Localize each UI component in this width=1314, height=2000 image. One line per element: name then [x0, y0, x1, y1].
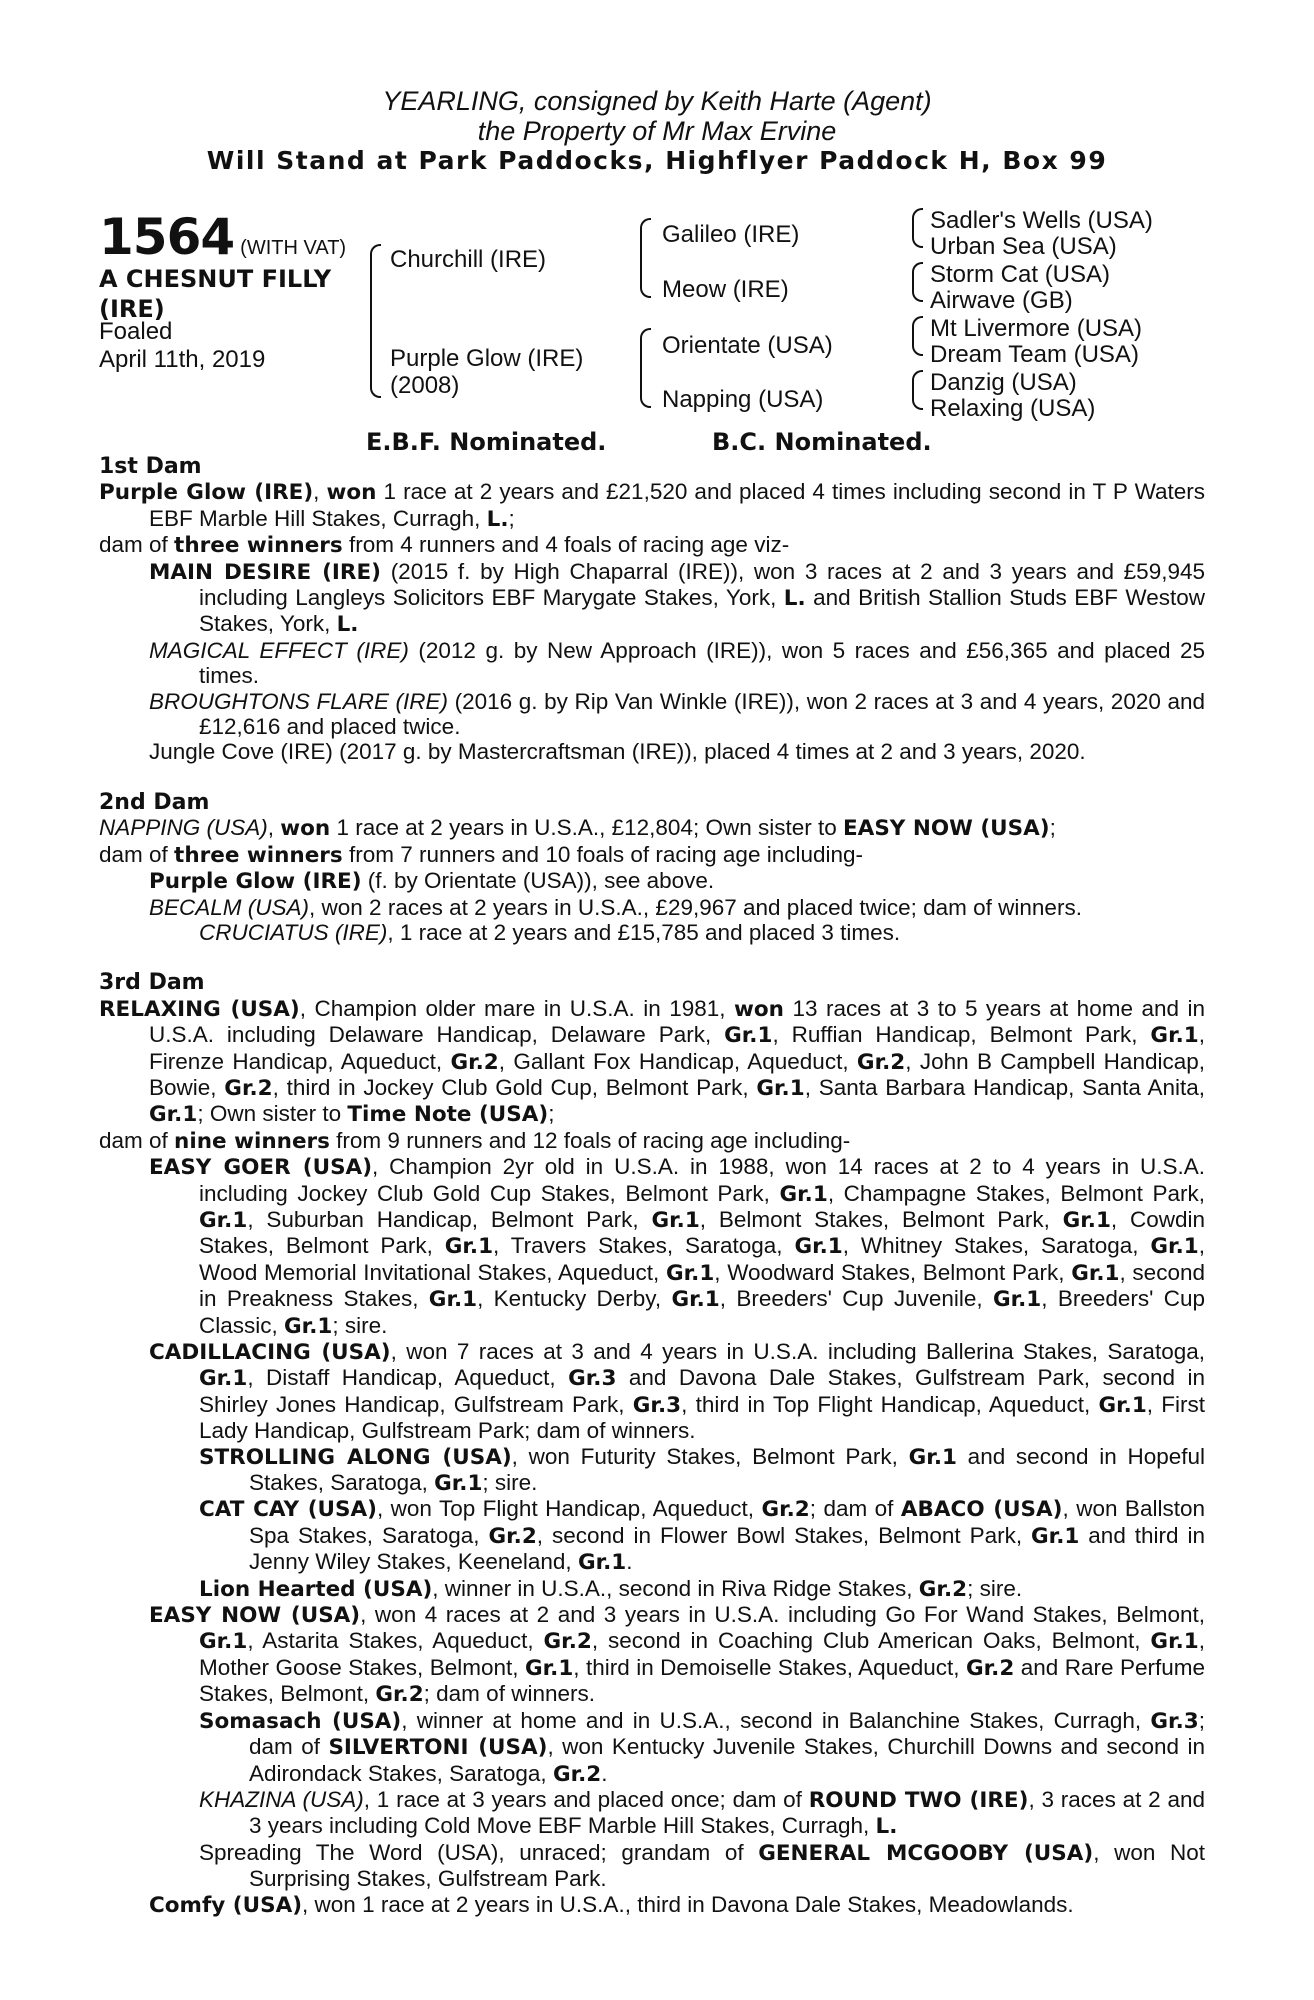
lot-number: 1564 — [99, 208, 235, 266]
produce-easy-goer: EASY GOER (USA), Champion 2yr old in U.S.A. in 1988, won 14 races at 2 to 4 years in U.S.A. including Jockey Club Gold Cup Stakes, Belmont Park, Gr.1, Champagne Stakes, Belmont Park, Gr.1, Suburban Handicap, Belmont Park, Gr.1, Belmont Stakes, Belmont Park, Gr.1, Cowdin Stakes, Belmont Park, Gr.1, Travers Stakes, Saratoga, Gr.1, Whitney Stakes, Saratoga, Gr.1, Wood Memorial Invitational Stakes, Aqueduct, Gr.1, Woodward Stakes, Belmont Park, Gr.1, second in Preakness Stakes, Gr.1, Kentucky Derby, Gr.1, Breeders' Cup Juvenile, Gr.1, Breeders' Cup Classic, Gr.1; sire. — [149, 1154, 1205, 1339]
produce-cat-cay: CAT CAY (USA), won Top Flight Handicap, Aqueduct, Gr.2; dam of ABACO (USA), won Ballston Spa Stakes, Saratoga, Gr.2, second in Flower Bowl Stakes, Belmont Park, Gr.1 and third in Jenny Wiley Stakes, Keeneland, Gr.1. — [199, 1496, 1205, 1576]
pedigree-ssd: Urban Sea (USA) — [930, 233, 1117, 260]
dam-brace — [640, 328, 651, 408]
produce-cadillacing: CADILLACING (USA), won 7 races at 3 and 4 years in U.S.A. including Ballerina Stakes, Saratoga, Gr.1, Distaff Handicap, Aqueduct, Gr.3 and Davona Dale Stakes, Gulfstream Park, second in Shirley Jones Handicap, Gulfstream Park, Gr.3, third in Top Flight Handicap, Aqueduct, Gr.1, First Lady Handicap, Gulfstream Park; dam of winners. — [149, 1339, 1205, 1444]
produce-magical-effect: MAGICAL EFFECT (IRE) (2012 g. by New Approach (IRE)), won 5 races and £56,365 and placed 25 times. — [149, 637, 1206, 689]
produce-cruciatus: CRUCIATUS (IRE), 1 race at 2 years and £15,785 and placed 3 times. — [199, 919, 901, 945]
foaled-date: April 11th, 2019 — [99, 346, 266, 373]
foaled-label: Foaled — [99, 318, 173, 345]
sire-dam-brace — [370, 244, 381, 398]
produce-somasach: Somasach (USA), winner at home and in U.S.A., second in Balanchine Stakes, Curragh, Gr.3; dam of SILVERTONI (USA), won Kentucky Juvenile Stakes, Churchill Downs and second in Adirondack Stakes, Saratoga, Gr.2. — [199, 1707, 1206, 1787]
vat-label: (WITH VAT) — [240, 237, 347, 259]
pedigree-dsd: Dream Team (USA) — [930, 341, 1139, 368]
sd-brace — [912, 262, 923, 302]
produce-main-desire: MAIN DESIRE (IRE) (2015 f. by High Chaparral (IRE)), won 3 races at 2 and 3 years and £59,945 including Langleys Solicitors EBF Marygate Stakes, York, L. and British Stallion Studs EBF Westow Stakes, York, L. — [149, 558, 1205, 638]
lot-number-block — [99, 208, 346, 266]
pedigree-sdd: Airwave (GB) — [930, 287, 1073, 314]
produce-spreading-the-word: Spreading The Word (USA), unraced; grandam of GENERAL MCGOOBY (USA), won Not Surprising Stakes, Gulfstream Park. — [199, 1839, 1205, 1892]
consignment-heading — [0, 86, 1314, 146]
produce-easy-now: EASY NOW (USA), won 4 races at 2 and 3 years in U.S.A. including Go For Wand Stakes, Belmont, Gr.1, Astarita Stakes, Aqueduct, Gr.2, second in Coaching Club American Oaks, Belmont, Gr.1, Mother Goose Stakes, Belmont, Gr.1, third in Demoiselle Stakes, Aqueduct, Gr.2 and Rare Perfume Stakes, Belmont, Gr.2; dam of winners. — [149, 1602, 1205, 1708]
produce-comfy: Comfy (USA), won 1 race at 2 years in U.S.A., third in Davona Dale Stakes, Meadowlands. — [149, 1891, 1074, 1918]
second-dam-produce-summary: dam of three winners from 7 runners and 10 foals of racing age including- — [99, 841, 864, 868]
ebf-nominated: E.B.F. Nominated. — [366, 428, 607, 456]
sire-brace — [640, 218, 651, 298]
pedigree-ddd: Relaxing (USA) — [930, 395, 1096, 422]
consignment-line-1: YEARLING, consigned by Keith Harte (Agent) — [382, 86, 932, 116]
bc-nominated: B.C. Nominated. — [712, 428, 932, 456]
pedigree-sss: Sadler's Wells (USA) — [930, 207, 1153, 234]
foaled-info — [99, 318, 265, 374]
produce-khazina: KHAZINA (USA), 1 race at 3 years and placed once; dam of ROUND TWO (IRE), 3 races at 2 and 3 years including Cold Move EBF Marble Hill Stakes, Curragh, L. — [199, 1786, 1206, 1840]
first-dam-heading: 1st Dam — [99, 454, 202, 479]
first-dam-entry: Purple Glow (IRE), won 1 race at 2 years and £21,520 and placed 4 times including second in T P Waters EBF Marble Hill Stakes, Curragh, L.; — [99, 479, 1205, 532]
produce-becalm: BECALM (USA), won 2 races at 2 years in U.S.A., £29,967 and placed twice; dam of winners. — [149, 894, 1082, 920]
pedigree-dss: Mt Livermore (USA) — [930, 315, 1143, 342]
produce-purple-glow: Purple Glow (IRE) (f. by Orientate (USA)), see above. — [149, 868, 715, 895]
third-dam-entry: RELAXING (USA), Champion older mare in U.S.A. in 1981, won 13 races at 3 to 5 years at home and in U.S.A. including Delaware Handicap, Delaware Park, Gr.1, Ruffian Handicap, Belmont Park, Gr.1, Firenze Handicap, Aqueduct, Gr.2, Gallant Fox Handicap, Aqueduct, Gr.2, John B Campbell Handicap, Bowie, Gr.2, third in Jockey Club Gold Cup, Belmont Park, Gr.1, Santa Barbara Handicap, Santa Anita, Gr.1; Own sister to Time Note (USA); — [99, 995, 1205, 1128]
lot-description-line2: (IRE) — [99, 295, 165, 323]
first-dam-produce-summary: dam of three winners from 4 runners and 4 foals of racing age viz- — [99, 532, 790, 559]
pedigree-sire: Churchill (IRE) — [390, 246, 547, 273]
lot-description-line1: A CHESNUT FILLY — [99, 265, 332, 293]
stand-location: Will Stand at Park Paddocks, Highflyer Paddock H, Box 99 — [206, 146, 1108, 175]
produce-broughtons-flare: BROUGHTONS FLARE (IRE) (2016 g. by Rip Van Winkle (IRE)), won 2 races at 3 and 4 years, 2020 and £12,616 and placed twice. — [149, 688, 1205, 740]
third-dam-produce-summary: dam of nine winners from 9 runners and 12 foals of racing age including- — [99, 1127, 851, 1154]
produce-jungle-cove: Jungle Cove (IRE) (2017 g. by Mastercraftsman (IRE)), placed 4 times at 2 and 3 years, 2020. — [149, 739, 1086, 765]
pedigree-sds: Storm Cat (USA) — [930, 261, 1111, 288]
ss-brace — [912, 208, 923, 248]
ds-brace — [912, 316, 923, 356]
second-dam-entry: NAPPING (USA), won 1 race at 2 years in U.S.A., £12,804; Own sister to EASY NOW (USA); — [99, 815, 1056, 842]
pedigree-dam-dam: Napping (USA) — [662, 386, 824, 413]
pedigree-sire-sire: Galileo (IRE) — [662, 221, 800, 248]
pedigree-dam-sire: Orientate (USA) — [662, 332, 833, 359]
pedigree-dam: Purple Glow (IRE) — [390, 345, 584, 372]
pedigree-dds: Danzig (USA) — [930, 369, 1077, 396]
produce-strolling-along: STROLLING ALONG (USA), won Futurity Stakes, Belmont Park, Gr.1 and second in Hopeful Stakes, Saratoga, Gr.1; sire. — [199, 1443, 1205, 1497]
catalogue-body — [99, 454, 1205, 1918]
second-dam-heading: 2nd Dam — [99, 789, 210, 815]
lot-description — [99, 264, 379, 324]
produce-lion-hearted: Lion Hearted (USA), winner in U.S.A., second in Riva Ridge Stakes, Gr.2; sire. — [199, 1575, 1023, 1602]
dd-brace — [912, 370, 923, 410]
consignment-line-2: the Property of Mr Max Ervine — [477, 116, 837, 146]
pedigree-dam-year: (2008) — [390, 372, 460, 399]
third-dam-heading: 3rd Dam — [99, 970, 205, 996]
pedigree-sire-dam: Meow (IRE) — [662, 276, 789, 303]
